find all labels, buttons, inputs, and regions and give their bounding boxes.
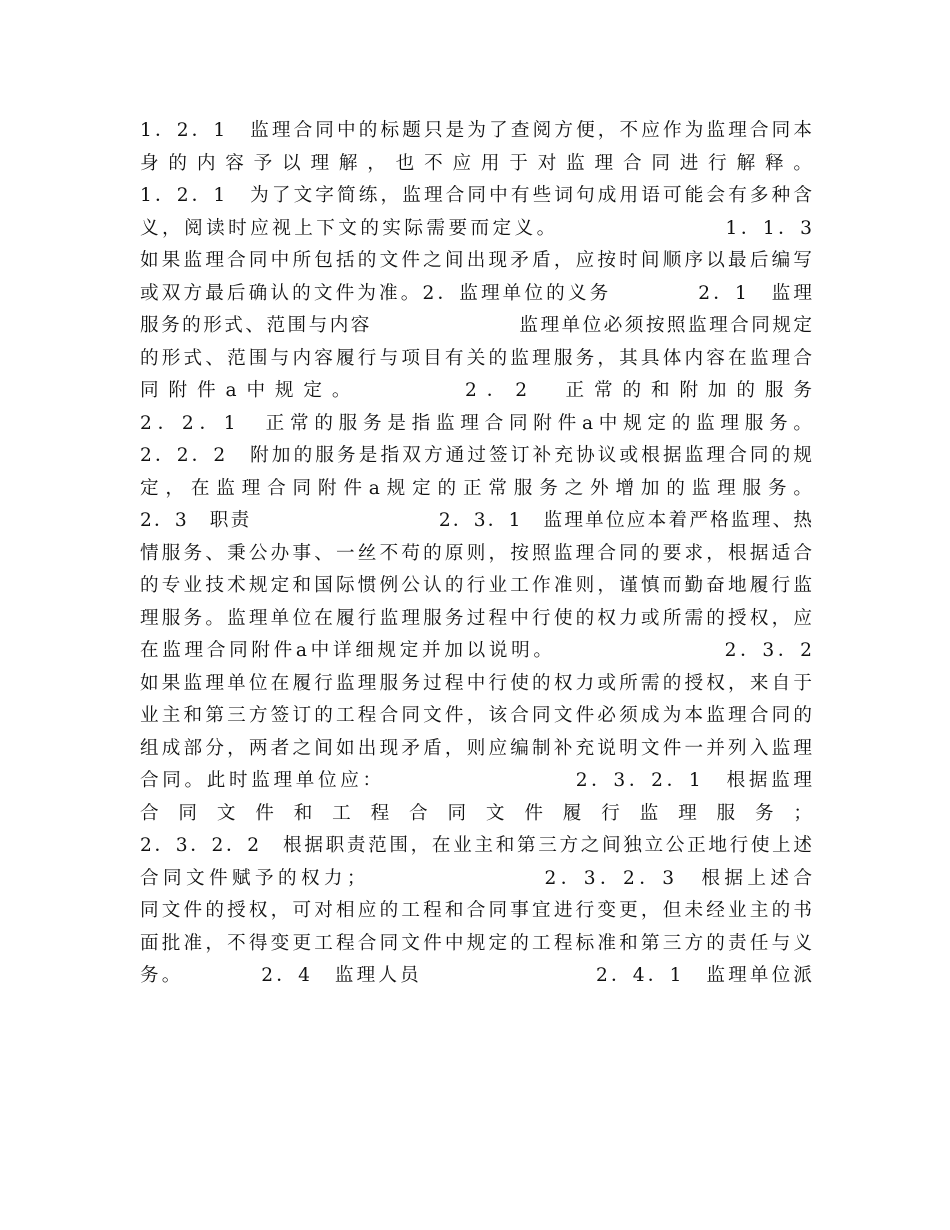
text-line: 合同文件赋予的权力； 2．3．2．3 根据上述合	[140, 867, 812, 889]
text-line: 合同文件和工程合同文件履行监理服务；	[140, 802, 812, 824]
text-line: 定，在监理合同附件a规定的正常服务之外增加的监理服务。	[140, 477, 812, 499]
text-line: 情服务、秉公办事、一丝不苟的原则，按照监理合同的要求，根据适合	[140, 542, 812, 564]
text-line: 的形式、范围与内容履行与项目有关的监理服务，其具体内容在监理合	[140, 347, 812, 369]
text-line: 理服务。监理单位在履行监理服务过程中行使的权力或所需的授权，应	[140, 607, 812, 629]
text-line: 1．2．1 监理合同中的标题只是为了查阅方便，不应作为监理合同本	[140, 120, 812, 141]
text-line: 1．2．1 为了文字简练，监理合同中有些词句成用语可能会有多种含	[140, 185, 812, 206]
text-line: 同附件a中规定。 2．2 正常的和附加的服务	[140, 380, 812, 401]
text-line: 业主和第三方签订的工程合同文件，该合同文件必须成为本监理合同的	[140, 705, 812, 726]
text-line: 或双方最后确认的文件为准。2．监理单位的义务 2．1 监理	[140, 282, 812, 304]
contract-text-body	[140, 115, 812, 993]
text-line: 合同。此时监理单位应： 2．3．2．1 根据监理	[140, 770, 812, 791]
text-line: 的专业技术规定和国际惯例公认的行业工作准则，谨慎而勤奋地履行监	[140, 575, 812, 596]
text-line: 务。 2．4 监理人员 2．4．1 监理单位派	[140, 965, 812, 986]
text-line: 如果监理单位在履行监理服务过程中行使的权力或所需的授权，来自于	[140, 672, 812, 694]
text-line: 在监理合同附件a中详细规定并加以说明。 2．3．2	[140, 640, 812, 661]
text-line: 面批准，不得变更工程合同文件中规定的工程标准和第三方的责任与义	[140, 932, 812, 954]
text-line: 2．2．1 正常的服务是指监理合同附件a中规定的监理服务。	[140, 412, 812, 434]
text-line: 2．3．2．2 根据职责范围，在业主和第三方之间独立公正地行使上述	[140, 835, 812, 856]
text-line: 同文件的授权，可对相应的工程和合同事宜进行变更，但未经业主的书	[140, 900, 812, 921]
text-line: 身的内容予以理解，也不应用于对监理合同进行解释。	[140, 152, 812, 174]
text-line: 义，阅读时应视上下文的实际需要而定义。 1．1．3	[140, 217, 812, 239]
text-line: 组成部分，两者之间如出现矛盾，则应编制补充说明文件一并列入监理	[140, 737, 812, 759]
text-line: 2．2．2 附加的服务是指双方通过签订补充协议或根据监理合同的规	[140, 445, 812, 466]
text-line: 2．3 职责 2．3．1 监理单位应本着严格监理、热	[140, 510, 812, 531]
text-line: 服务的形式、范围与内容 监理单位必须按照监理合同规定	[140, 315, 812, 336]
text-line: 如果监理合同中所包括的文件之间出现矛盾，应按时间顺序以最后编写	[140, 250, 812, 271]
